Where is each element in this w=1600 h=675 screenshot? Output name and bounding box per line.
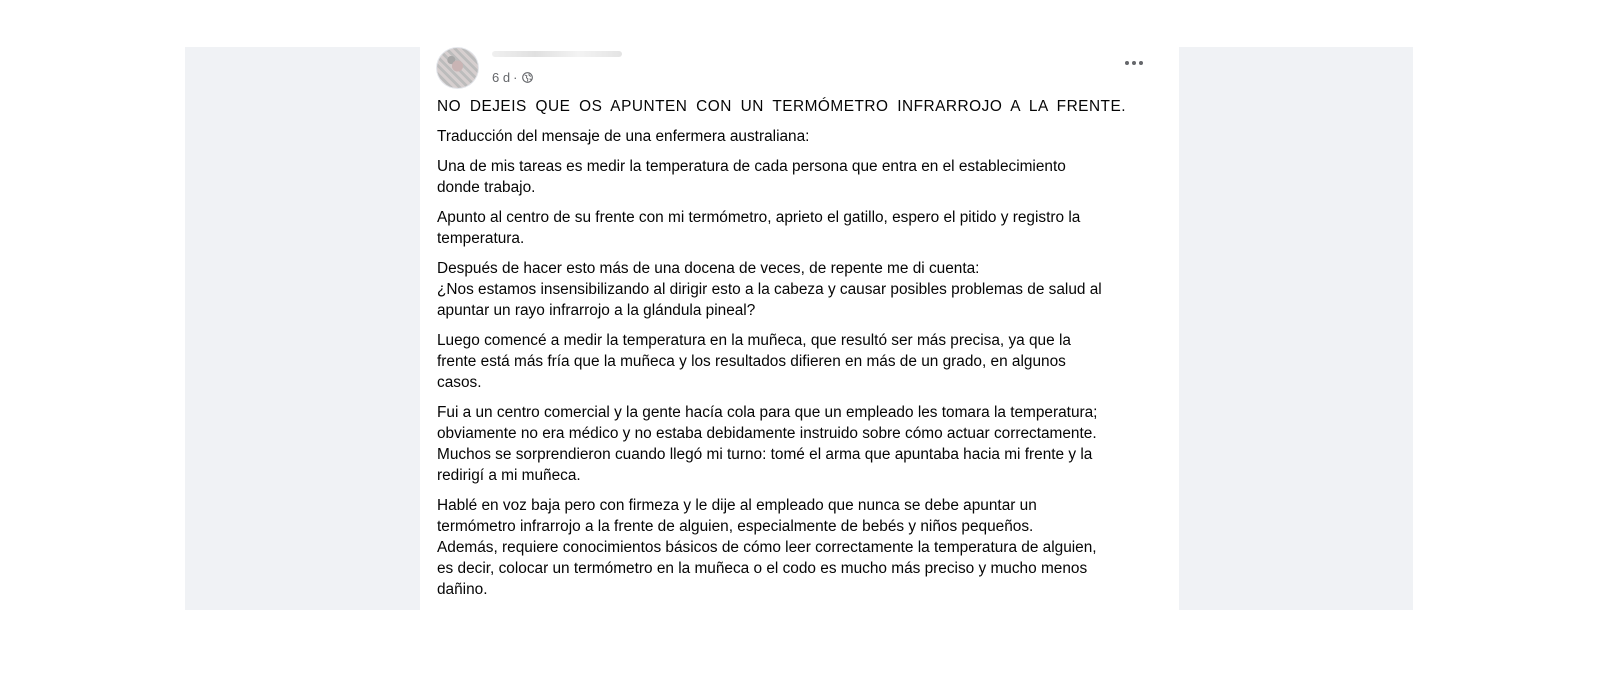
post-paragraph <box>437 207 1159 249</box>
paragraph-line: ¿Nos estamos insensibilizando al dirigir esto a la cabeza y causar posibles problemas de salud al <box>437 281 1102 298</box>
avatar[interactable] <box>436 47 479 89</box>
paragraph-line: Fui a un centro comercial y la gente hacía cola para que un empleado les tomara la temperatura; <box>437 404 1098 421</box>
paragraph-line: NO DEJEIS QUE OS APUNTEN CON UN TERMÓMETRO INFRARROJO A LA FRENTE. <box>437 98 1127 115</box>
paragraph-line: dañino. <box>437 581 488 598</box>
paragraph-line: apuntar un rayo infrarrojo a la glándula pineal? <box>437 302 756 319</box>
post-card <box>420 47 1179 610</box>
post-meta <box>492 69 533 85</box>
paragraph-line: Traducción del mensaje de una enfermera australiana: <box>437 128 810 145</box>
post-paragraph <box>437 330 1159 393</box>
paragraph-line: termómetro infrarrojo a la frente de alguien, especialmente de bebés y niños pequeños. <box>437 518 1034 535</box>
more-options-icon[interactable] <box>1120 57 1148 69</box>
paragraph-line: Muchos se sorprendieron cuando llegó mi turno: tomé el arma que apuntaba hacia mi frente y la <box>437 446 1093 463</box>
post-paragraph <box>437 156 1159 198</box>
paragraph-line: obviamente no era médico y no estaba debidamente instruido sobre cómo actuar correctamente. <box>437 425 1097 442</box>
paragraph-line: donde trabajo. <box>437 179 536 196</box>
post-paragraph <box>437 126 1159 147</box>
paragraph-line: Hablé en voz baja pero con firmeza y le dije al empleado que nunca se debe apuntar un <box>437 497 1037 514</box>
paragraph-line: Una de mis tareas es medir la temperatura de cada persona que entra en el establecimiento <box>437 158 1066 175</box>
post-time[interactable]: 6 d <box>492 69 511 85</box>
dot <box>1139 61 1143 65</box>
meta-separator: · <box>513 69 518 85</box>
globe-icon[interactable] <box>522 72 533 83</box>
paragraph-line: redirigí a mi muñeca. <box>437 467 581 484</box>
paragraph-line: casos. <box>437 374 482 391</box>
post-text <box>437 96 1159 609</box>
post-paragraph <box>437 402 1159 486</box>
dot <box>1125 61 1129 65</box>
paragraph-line: es decir, colocar un termómetro en la muñeca o el codo es mucho más preciso y mucho menos <box>437 560 1088 577</box>
post-paragraph <box>437 96 1159 117</box>
paragraph-line: Luego comencé a medir la temperatura en la muñeca, que resultó ser más precisa, ya que la <box>437 332 1071 349</box>
paragraph-line: Apunto al centro de su frente con mi termómetro, aprieto el gatillo, espero el pitido y registro la <box>437 209 1081 226</box>
post-paragraph <box>437 495 1159 600</box>
paragraph-line: frente está más fría que la muñeca y los resultados difieren en más de un grado, en algunos <box>437 353 1066 370</box>
post-paragraph <box>437 258 1159 321</box>
paragraph-line: Además, requiere conocimientos básicos de cómo leer correctamente la temperatura de alguien, <box>437 539 1097 556</box>
dot <box>1132 61 1136 65</box>
paragraph-line: temperatura. <box>437 230 525 247</box>
author-name-blurred[interactable] <box>492 51 622 57</box>
paragraph-line: Después de hacer esto más de una docena de veces, de repente me di cuenta: <box>437 260 980 277</box>
